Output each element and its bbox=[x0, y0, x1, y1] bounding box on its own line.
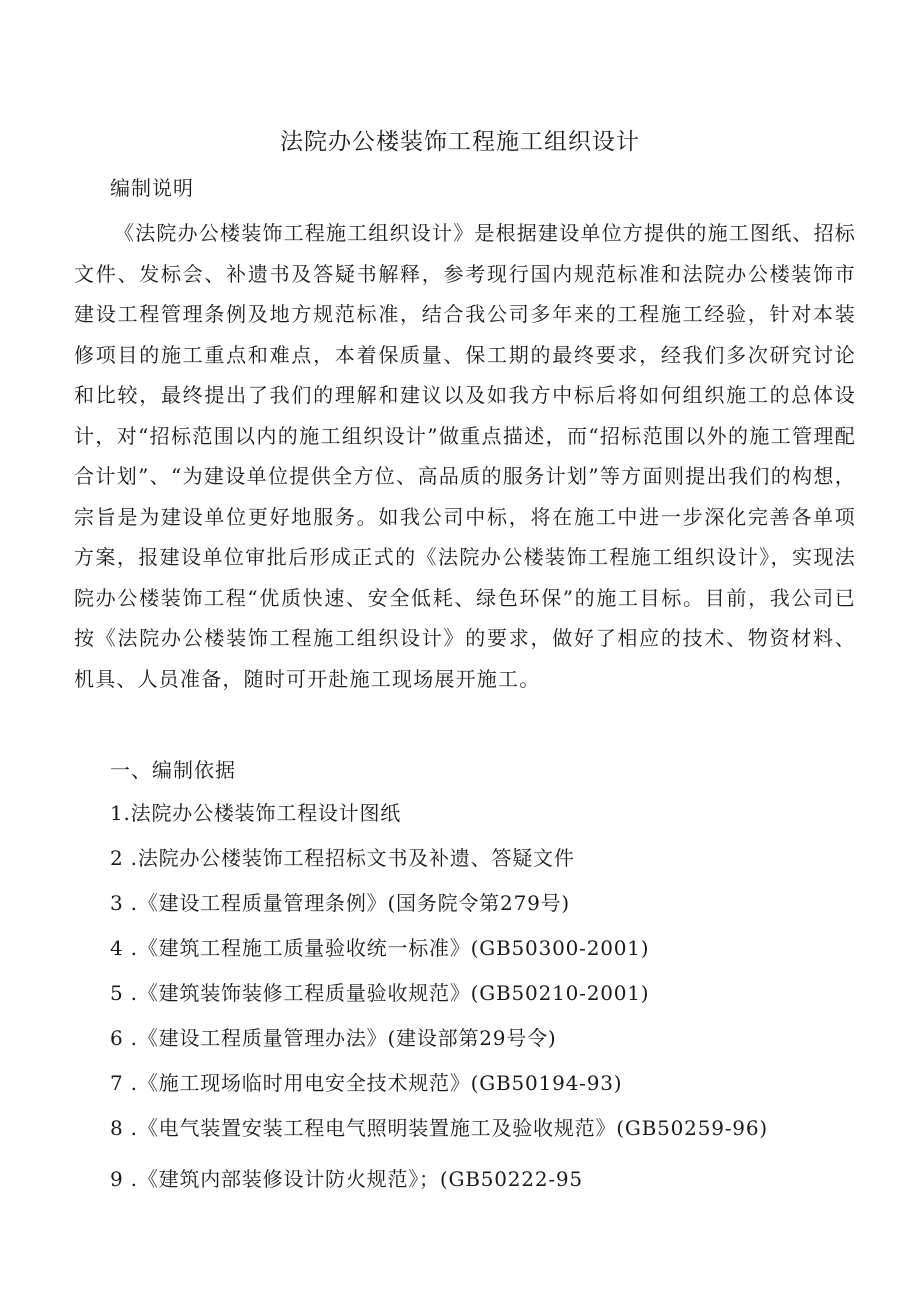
basis-item: 6 .《建设工程质量管理办法》(建设部第29号令) bbox=[110, 1026, 557, 1050]
basis-item: 9 .《建筑内部装修设计防火规范》；(GB50222-95 bbox=[110, 1167, 583, 1191]
document-title: 法院办公楼装饰工程施工组织设计 bbox=[280, 129, 640, 155]
basis-item: 1.法院办公楼装饰工程设计图纸 bbox=[110, 801, 402, 825]
basis-list bbox=[110, 797, 870, 1208]
basis-item: 2 .法院办公楼装饰工程招标文书及补遗、答疑文件 bbox=[110, 846, 575, 870]
basis-item: 5 .《建筑装饰装修工程质量验收规范》(GB50210-2001) bbox=[110, 981, 650, 1005]
basis-item: 8 .《电气装置安装工程电气照明装置施工及验收规范》(GB50259-96) bbox=[110, 1116, 768, 1140]
basis-item: 3 .《建设工程质量管理条例》(国务院令第279号) bbox=[110, 891, 571, 915]
section-heading-basis: 一、编制依据 bbox=[110, 758, 236, 782]
intro-paragraph: 《法院办公楼装饰工程施工组织设计》是根据建设单位方提供的施工图纸、招标文件、发标会、补遗书及答疑书解释，参考现行国内规范标准和法院办公楼装饰市建设工程管理条例及地方规范标准，结合我公司多年来的工程施工经验，针对本装修项目的施工重点和难点，本着保质量、保工期的最终要求，经我们多次研究讨论和比较，最终提出了我们的理解和建议以及如我方中标后将如何组织施工的总体设计，对“招标范围以内的施工组织设计”做重点描述，而“招标范围以外的施工管理配合计划”、“为建设单位提供全方位、高品质的服务计划”等方面则提出我们的构想，宗旨是为建设单位更好地服务。如我公司中标，将在施工中进一步深化完善各单项方案，报建设单位审批后形成正式的《法院办公楼装饰工程施工组织设计》，实现法院办公楼装饰工程“优质快速、安全低耗、绿色环保”的施工目标。目前，我公司已按《法院办公楼装饰工程施工组织设计》的要求，做好了相应的技术、物资材料、机具、人员准备，随时可开赴施工现场展开施工。 bbox=[74, 221, 856, 691]
basis-item: 7 .《施工现场临时用电安全技术规范》(GB50194-93) bbox=[110, 1071, 623, 1095]
basis-item: 4 .《建筑工程施工质量验收统一标准》(GB50300-2001) bbox=[110, 936, 650, 960]
preparation-notes-heading: 编制说明 bbox=[110, 176, 194, 200]
